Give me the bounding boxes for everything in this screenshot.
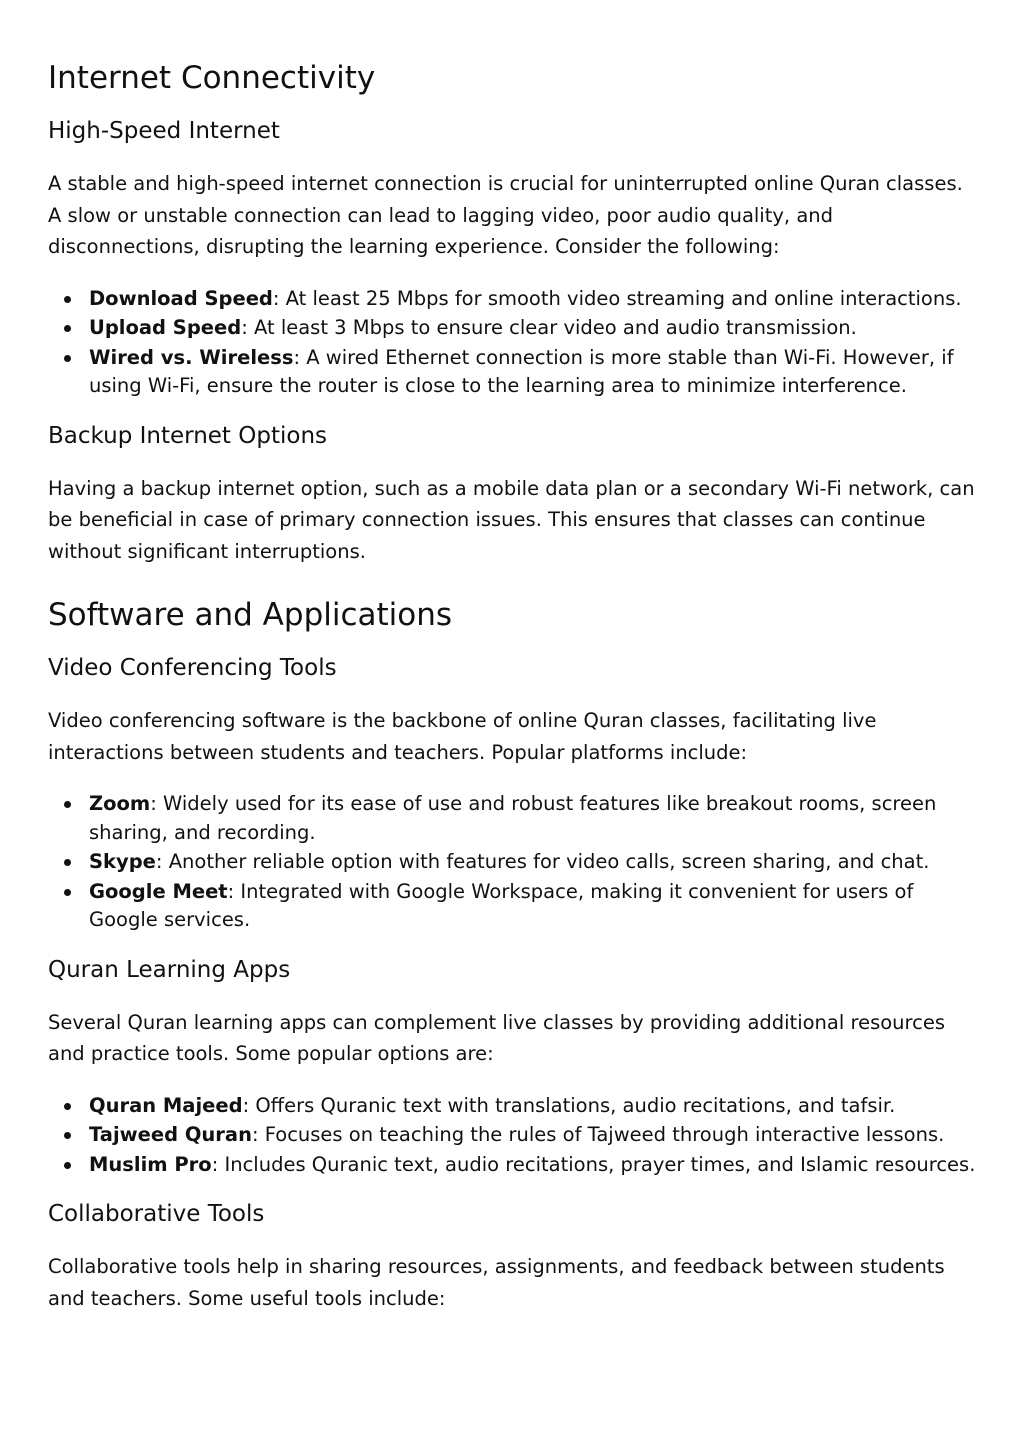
- list-item-term: Zoom: [89, 792, 151, 815]
- list-item-text: : Includes Quranic text, audio recitations, prayer times, and Islamic resources.: [211, 1152, 976, 1176]
- list-item-text: : Focuses on teaching the rules of Tajweed through interactive lessons.: [251, 1123, 945, 1146]
- list-item: [48, 1121, 978, 1150]
- subsection-title-high-speed-internet: High-Speed Internet: [48, 118, 280, 144]
- list-item-term: Download Speed: [89, 286, 273, 310]
- list-item: [48, 1151, 978, 1180]
- list-item-term: Google Meet: [89, 879, 228, 903]
- list-internet-requirements: [48, 285, 978, 401]
- list-item-text: : A wired Ethernet connection is more stable than Wi-Fi. However, if using Wi-Fi, ensure the router is close to the learning area to minimize interference.: [89, 345, 954, 397]
- list-item: [48, 878, 978, 935]
- list-item: [48, 1092, 978, 1121]
- subsection-title-video-conferencing: Video Conferencing Tools: [48, 655, 337, 681]
- subsection-title-backup-internet: Backup Internet Options: [48, 422, 327, 449]
- list-item-text: : At least 25 Mbps for smooth video streaming and online interactions.: [272, 286, 962, 310]
- list-item-text: : Integrated with Google Workspace, making it convenient for users of Google services.: [89, 879, 914, 931]
- list-video-conferencing-tools: [48, 790, 978, 935]
- paragraph-high-speed-internet: A stable and high-speed internet connection is crucial for uninterrupted online Quran classes. A slow or unstable connection can lead to lagging video, poor audio quality, and disconnections, disrupting the learning experience. Consider the following:: [48, 172, 963, 258]
- subsection-title-quran-learning-apps: Quran Learning Apps: [48, 956, 291, 983]
- list-item-term: Muslim Pro: [89, 1152, 212, 1176]
- subsection-title-collaborative-tools: Collaborative Tools: [48, 1201, 265, 1227]
- list-item-text: : Offers Quranic text with translations, audio recitations, and tafsir.: [242, 1093, 896, 1117]
- list-item: [48, 344, 978, 401]
- list-item-term: Wired vs. Wireless: [89, 345, 294, 369]
- paragraph-backup-internet: Having a backup internet option, such as a mobile data plan or a secondary Wi-Fi network, can be beneficial in case of primary connection issues. This ensures that classes can continue without significant interruptions.: [48, 476, 975, 563]
- list-item-term: Skype: [89, 850, 156, 873]
- list-item-term: Quran Majeed: [89, 1093, 243, 1117]
- list-item-term: Tajweed Quran: [89, 1123, 252, 1146]
- list-quran-learning-apps: [48, 1092, 978, 1180]
- list-item: [48, 314, 978, 343]
- list-item-term: Upload Speed: [89, 316, 242, 339]
- document-page: [48, 58, 978, 1336]
- section-title-software-applications: Software and Applications: [48, 597, 453, 633]
- list-item-text: : At least 3 Mbps to ensure clear video and audio transmission.: [241, 316, 857, 339]
- list-item: [48, 285, 978, 314]
- list-item: [48, 790, 978, 847]
- paragraph-quran-learning-apps: Several Quran learning apps can complement live classes by providing additional resources and practice tools. Some popular options are:: [48, 1010, 945, 1065]
- list-item-text: : Another reliable option with features for video calls, screen sharing, and chat.: [155, 850, 930, 873]
- paragraph-video-conferencing: Video conferencing software is the backbone of online Quran classes, facilitating live interactions between students and teachers. Popular platforms include:: [48, 709, 877, 764]
- paragraph-collaborative-tools: Collaborative tools help in sharing resources, assignments, and feedback between students and teachers. Some useful tools include:: [48, 1255, 945, 1310]
- section-title-internet-connectivity: Internet Connectivity: [48, 60, 376, 96]
- list-item: [48, 848, 978, 877]
- list-item-text: : Widely used for its ease of use and robust features like breakout rooms, screen sharing, and recording.: [89, 792, 937, 844]
